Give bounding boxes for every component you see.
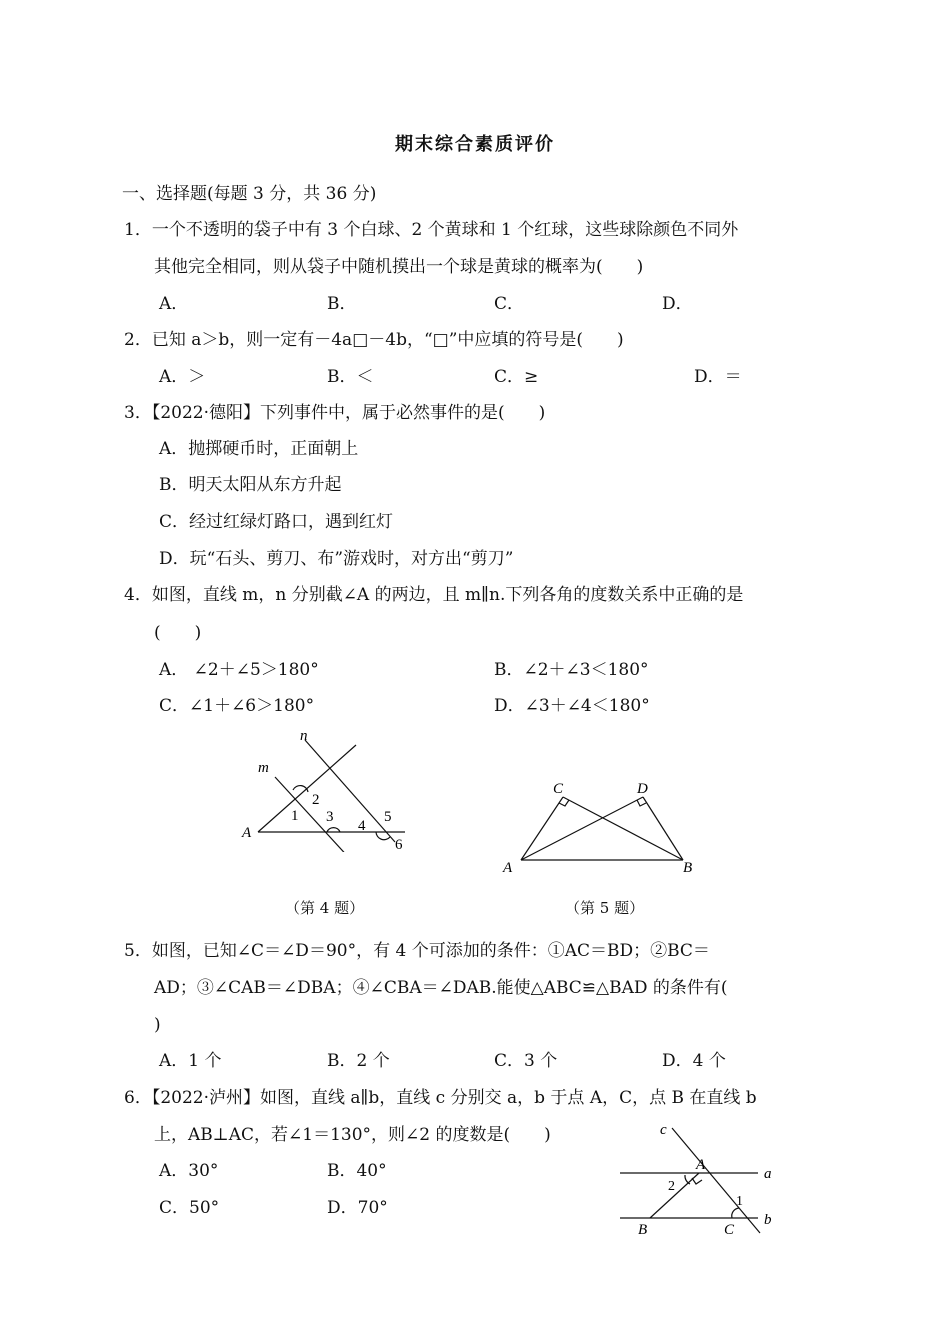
fig6-label-point-c: C bbox=[724, 1222, 735, 1238]
q1-option-c[interactable]: C． bbox=[494, 294, 525, 314]
fig6-label-b-line: b bbox=[764, 1212, 772, 1228]
fig5-label-b: B bbox=[683, 860, 693, 876]
figure-5-diagram bbox=[495, 775, 705, 880]
q4-text-line1: 4．如图，直线 m，n 分别截∠A 的两边，且 m∥n.下列各角的度数关系中正确的是 bbox=[124, 585, 744, 605]
q5-option-d[interactable]: D．4 个 bbox=[662, 1051, 726, 1071]
q6-option-b[interactable]: B．40° bbox=[327, 1161, 387, 1181]
q1-option-d[interactable]: D． bbox=[662, 294, 693, 314]
page-title: 期末综合素质评价 bbox=[395, 134, 555, 155]
fig4-label-5: 5 bbox=[384, 809, 392, 825]
fig4-label-3: 3 bbox=[326, 809, 334, 825]
fig4-angle2-arc bbox=[293, 786, 308, 792]
q6-text-line1: 6．【2022·泸州】如图，直线 a∥b，直线 c 分别交 a，b 于点 A，C，点 B 在直线 b bbox=[124, 1088, 757, 1108]
q4-text-line2: ( ) bbox=[154, 623, 202, 643]
q1-text-line2: 其他完全相同，则从袋子中随机摸出一个球是黄球的概率为( ) bbox=[154, 257, 644, 277]
q3-text-line1: 3．【2022·德阳】下列事件中，属于必然事件的是( ) bbox=[124, 403, 546, 423]
figure-4-diagram bbox=[230, 722, 430, 852]
q4-option-b[interactable]: B．∠2＋∠3＜180° bbox=[494, 660, 649, 680]
fig6-label-2: 2 bbox=[668, 1179, 675, 1194]
fig6-label-a-line: a bbox=[764, 1166, 772, 1182]
fig4-line-n bbox=[305, 740, 395, 842]
q5-option-a[interactable]: A．1 个 bbox=[159, 1051, 222, 1071]
fig4-label-1: 1 bbox=[291, 808, 299, 824]
fig6-right-angle-a bbox=[692, 1178, 702, 1184]
fig6-label-point-b: B bbox=[638, 1222, 648, 1238]
fig5-label-c: C bbox=[553, 781, 564, 797]
q5-text-line2: AD；③∠CAB＝∠DBA；④∠CBA＝∠DAB.能使△ABC≌△BAD 的条件有( bbox=[154, 978, 728, 998]
fig4-label-n: n bbox=[300, 728, 308, 744]
fig4-label-6: 6 bbox=[395, 837, 403, 852]
q2-option-a[interactable]: A．＞ bbox=[159, 367, 206, 387]
fig5-label-a: A bbox=[503, 860, 513, 876]
fig5-side-db bbox=[643, 797, 683, 860]
q1-option-a[interactable]: A． bbox=[159, 294, 189, 314]
q3-option-a[interactable]: A．抛掷硬币时，正面朝上 bbox=[159, 439, 359, 459]
q2-option-c[interactable]: C．≥ bbox=[494, 367, 539, 387]
q1-text-line1: 1．一个不透明的袋子中有 3 个白球、2 个黄球和 1 个红球，这些球除颜色不同外 bbox=[124, 220, 739, 240]
fig6-angle1-arc bbox=[732, 1208, 739, 1218]
figure-4-caption: （第 4 题） bbox=[285, 899, 365, 917]
q5-option-c[interactable]: C．3 个 bbox=[494, 1051, 558, 1071]
q6-option-d[interactable]: D．70° bbox=[327, 1198, 388, 1218]
q6-option-a[interactable]: A．30° bbox=[159, 1161, 219, 1181]
fig6-label-c-line: c bbox=[660, 1122, 667, 1138]
fig5-label-d: D bbox=[637, 781, 648, 797]
fig6-label-point-a: A bbox=[696, 1157, 706, 1173]
fig5-right-angle-d bbox=[637, 800, 646, 806]
q5-text-line1: 5．如图，已知∠C＝∠D＝90°，有 4 个可添加的条件：①AC＝BD；②BC＝ bbox=[124, 941, 710, 961]
fig6-label-1: 1 bbox=[736, 1194, 743, 1209]
q4-option-d[interactable]: D．∠3＋∠4＜180° bbox=[494, 696, 650, 716]
fig4-label-a: A bbox=[242, 825, 252, 841]
fig5-side-ac bbox=[521, 797, 563, 860]
q1-option-b[interactable]: B． bbox=[327, 294, 357, 314]
q4-option-a[interactable]: A． ∠2＋∠5＞180° bbox=[159, 660, 319, 680]
q3-option-c[interactable]: C．经过红绿灯路口，遇到红灯 bbox=[159, 512, 394, 532]
fig4-line-m bbox=[275, 777, 362, 852]
fig6-line-c bbox=[672, 1128, 760, 1233]
fig4-label-2: 2 bbox=[312, 792, 320, 808]
q6-text-line2: 上，AB⊥AC，若∠1＝130°，则∠2 的度数是( ) bbox=[154, 1125, 551, 1145]
q5-text-line3: ) bbox=[154, 1015, 161, 1035]
q6-option-c[interactable]: C．50° bbox=[159, 1198, 220, 1218]
figure-5-caption: （第 5 题） bbox=[565, 899, 645, 917]
fig4-label-m: m bbox=[258, 760, 269, 776]
q4-option-c[interactable]: C．∠1＋∠6＞180° bbox=[159, 696, 315, 716]
figure-6-diagram bbox=[610, 1118, 790, 1238]
q2-option-d[interactable]: D．＝ bbox=[694, 367, 742, 387]
q2-option-b[interactable]: B．＜ bbox=[327, 367, 374, 387]
section-heading: 一、选择题(每题 3 分，共 36 分) bbox=[122, 184, 377, 204]
q3-option-d[interactable]: D．玩“石头、剪刀、布”游戏时，对方出“剪刀” bbox=[159, 549, 514, 569]
q5-option-b[interactable]: B．2 个 bbox=[327, 1051, 390, 1071]
q3-option-b[interactable]: B．明天太阳从东方升起 bbox=[159, 475, 342, 495]
fig4-label-4: 4 bbox=[358, 818, 366, 834]
q2-text-line1: 2．已知 a＞b，则一定有－4a□－4b，“□”中应填的符号是( ) bbox=[124, 330, 624, 350]
fig4-angle3-arc bbox=[327, 828, 340, 832]
